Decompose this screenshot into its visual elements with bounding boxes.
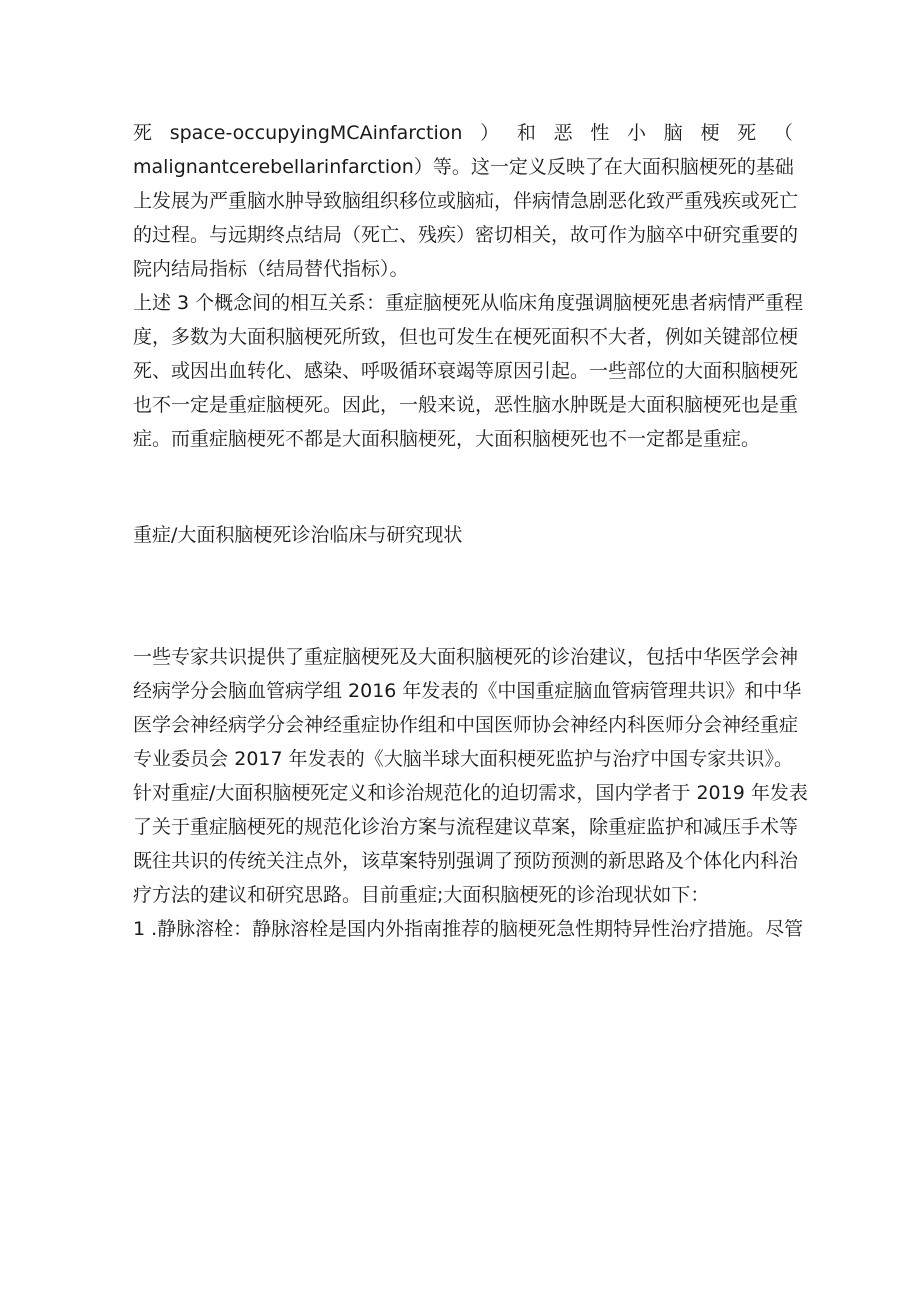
- para2-line-2: 度，多数为大面积脑梗死所致，但也可发生在梗死面积不大者，例如关键部位梗: [133, 326, 799, 348]
- para2-line-1: 上述 3 个概念间的相互关系：重症脑梗死从临床角度强调脑梗死患者病情严重程: [133, 292, 804, 314]
- para1-line-3: 上发展为严重脑水肿导致脑组织移位或脑疝，伴病情急剧恶化致严重残疾或死亡: [133, 190, 799, 212]
- para1-line-1: [133, 116, 793, 150]
- text-fragment: 性: [590, 122, 610, 144]
- spacer: [133, 552, 793, 640]
- para3-line-6: 了关于重症脑梗死的规范化诊治方案与流程建议草案，除重症监护和减压手术等: [133, 816, 799, 838]
- para3-line-8: 疗方法的建议和研究思路。目前重症;大面积脑梗死的诊治现状如下：: [133, 884, 710, 906]
- text-fragment: 和: [516, 122, 536, 144]
- text-fragment: 梗: [700, 122, 720, 144]
- para3-line-2: 经病学分会脑血管病学组 2016 年发表的《中国重症脑血管病管理共识》和中华: [133, 680, 802, 702]
- para2-line-3: 死、或因出血转化、感染、呼吸循环衰竭等原因引起。一些部位的大面积脑梗死: [133, 360, 799, 382]
- para1-line-4: 的过程。与远期终点结局（死亡、残疾）密切相关，故可作为脑卒中研究重要的: [133, 224, 799, 246]
- para1-line-5: 院内结局指标（结局替代指标）。: [133, 258, 409, 280]
- para3-line-5: 针对重症/大面积脑梗死定义和诊治规范化的迫切需求，国内学者于 2019 年发表: [133, 782, 808, 804]
- text-fragment: space-occupyingMCAinfarction: [169, 122, 463, 144]
- text-fragment: 死: [737, 122, 757, 144]
- document-page: [133, 116, 808, 946]
- spacer: [133, 456, 793, 518]
- para3-line-3: 医学会神经病学分会神经重症协作组和中国医师协会神经内科医师分会神经重症: [133, 714, 799, 736]
- section-heading: 重症/大面积脑梗死诊治临床与研究现状: [133, 524, 463, 546]
- para3-line-7: 既往共识的传统关注点外，该草案特别强调了预防预测的新思路及个体化内科治: [133, 850, 799, 872]
- text-fragment: 恶: [553, 122, 573, 144]
- para4-line-1: 1 .静脉溶栓：静脉溶栓是国内外指南推荐的脑梗死急性期特异性治疗措施。尽管: [133, 918, 804, 940]
- text-fragment: 脑: [663, 122, 683, 144]
- para2-line-5: 症。而重症脑梗死不都是大面积脑梗死，大面积脑梗死也不一定都是重症。: [133, 428, 761, 450]
- text-fragment: 小: [627, 122, 647, 144]
- text-fragment: 死: [133, 122, 153, 144]
- para3-line-1: 一些专家共识提供了重症脑梗死及大面积脑梗死的诊治建议，包括中华医学会神: [133, 646, 799, 668]
- para1-line-2: malignantcerebellarinfarction）等。这一定义反映了在大面积脑梗死的基础: [133, 156, 794, 178]
- text-fragment: ）: [480, 122, 500, 144]
- para2-line-4: 也不一定是重症脑梗死。因此，一般来说，恶性脑水肿既是大面积脑梗死也是重: [133, 394, 799, 416]
- text-fragment: （: [773, 122, 793, 144]
- para3-line-4: 专业委员会 2017 年发表的《大脑半球大面积梗死监护与治疗中国专家共识》。: [133, 748, 793, 770]
